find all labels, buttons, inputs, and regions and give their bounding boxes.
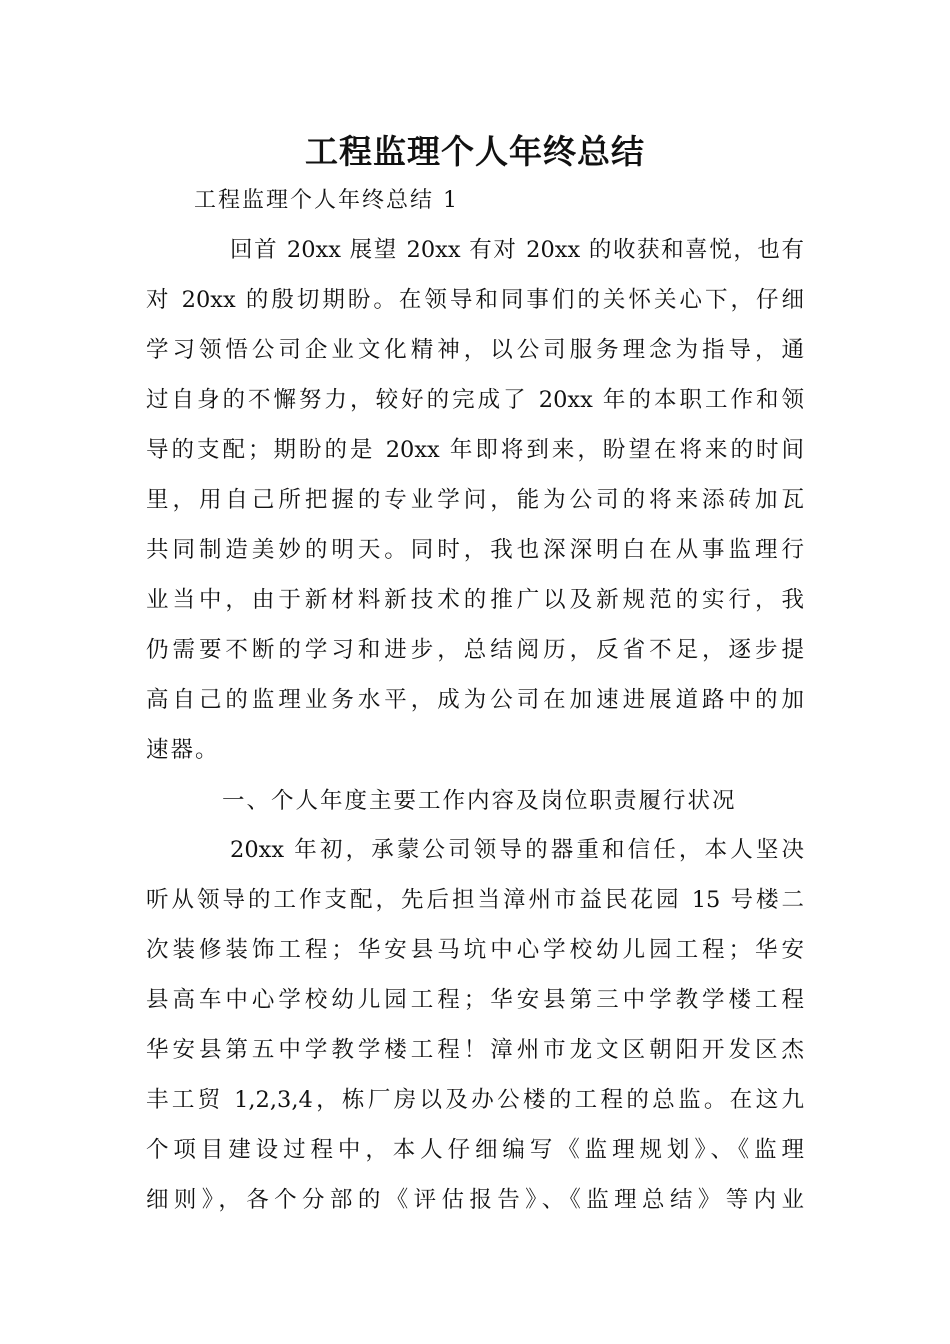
paragraph-line: 次装修装饰工程；华安县马坑中心学校幼儿园工程；华安 [146,937,804,963]
paragraph-line: 共同制造美妙的明天。同时，我也深深明白在从事监理行 [146,537,804,563]
paragraph-line: 细则》，各个分部的《评估报告》、《监理总结》等内业 [146,1187,804,1213]
document-subtitle: 工程监理个人年终总结 1 [194,188,459,213]
paragraph-line: 华安县第五中学教学楼工程！漳州市龙文区朝阳开发区杰 [146,1037,804,1063]
paragraph-line: 丰工贸 1,2,3,4，栋厂房以及办公楼的工程的总监。在这九 [146,1087,804,1113]
paragraph-line: 高自己的监理业务水平，成为公司在加速进展道路中的加 [146,687,804,713]
paragraph-line: 听从领导的工作支配，先后担当漳州市益民花园 15 号楼二 [146,887,804,913]
paragraph-line: 对 20xx 的殷切期盼。在领导和同事们的关怀关心下，仔细 [146,287,804,313]
paragraph-line: 仍需要不断的学习和进步，总结阅历，反省不足，逐步提 [146,637,804,663]
paragraph-line: 过自身的不懈努力，较好的完成了 20xx 年的本职工作和领 [146,387,804,413]
paragraph-line: 个项目建设过程中，本人仔细编写《监理规划》、《监理 [146,1137,804,1163]
paragraph-line: 速器。 [146,737,220,763]
paragraph-line: 里，用自己所把握的专业学问，能为公司的将来添砖加瓦 [146,487,804,513]
paragraph-line: 回首 20xx 展望 20xx 有对 20xx 的收获和喜悦，也有 [230,237,804,263]
document-title: 工程监理个人年终总结 [305,132,645,171]
paragraph-line: 20xx 年初，承蒙公司领导的器重和信任，本人坚决 [230,837,804,863]
paragraph-line: 学习领悟公司企业文化精神，以公司服务理念为指导，通 [146,337,804,363]
paragraph-line: 导的支配；期盼的是 20xx 年即将到来，盼望在将来的时间 [146,437,804,463]
section-heading: 一、个人年度主要工作内容及岗位职责履行状况 [222,788,737,814]
paragraph-line: 业当中，由于新材料新技术的推广以及新规范的实行，我 [146,587,804,613]
paragraph-line: 县高车中心学校幼儿园工程；华安县第三中学教学楼工程 [146,987,804,1013]
